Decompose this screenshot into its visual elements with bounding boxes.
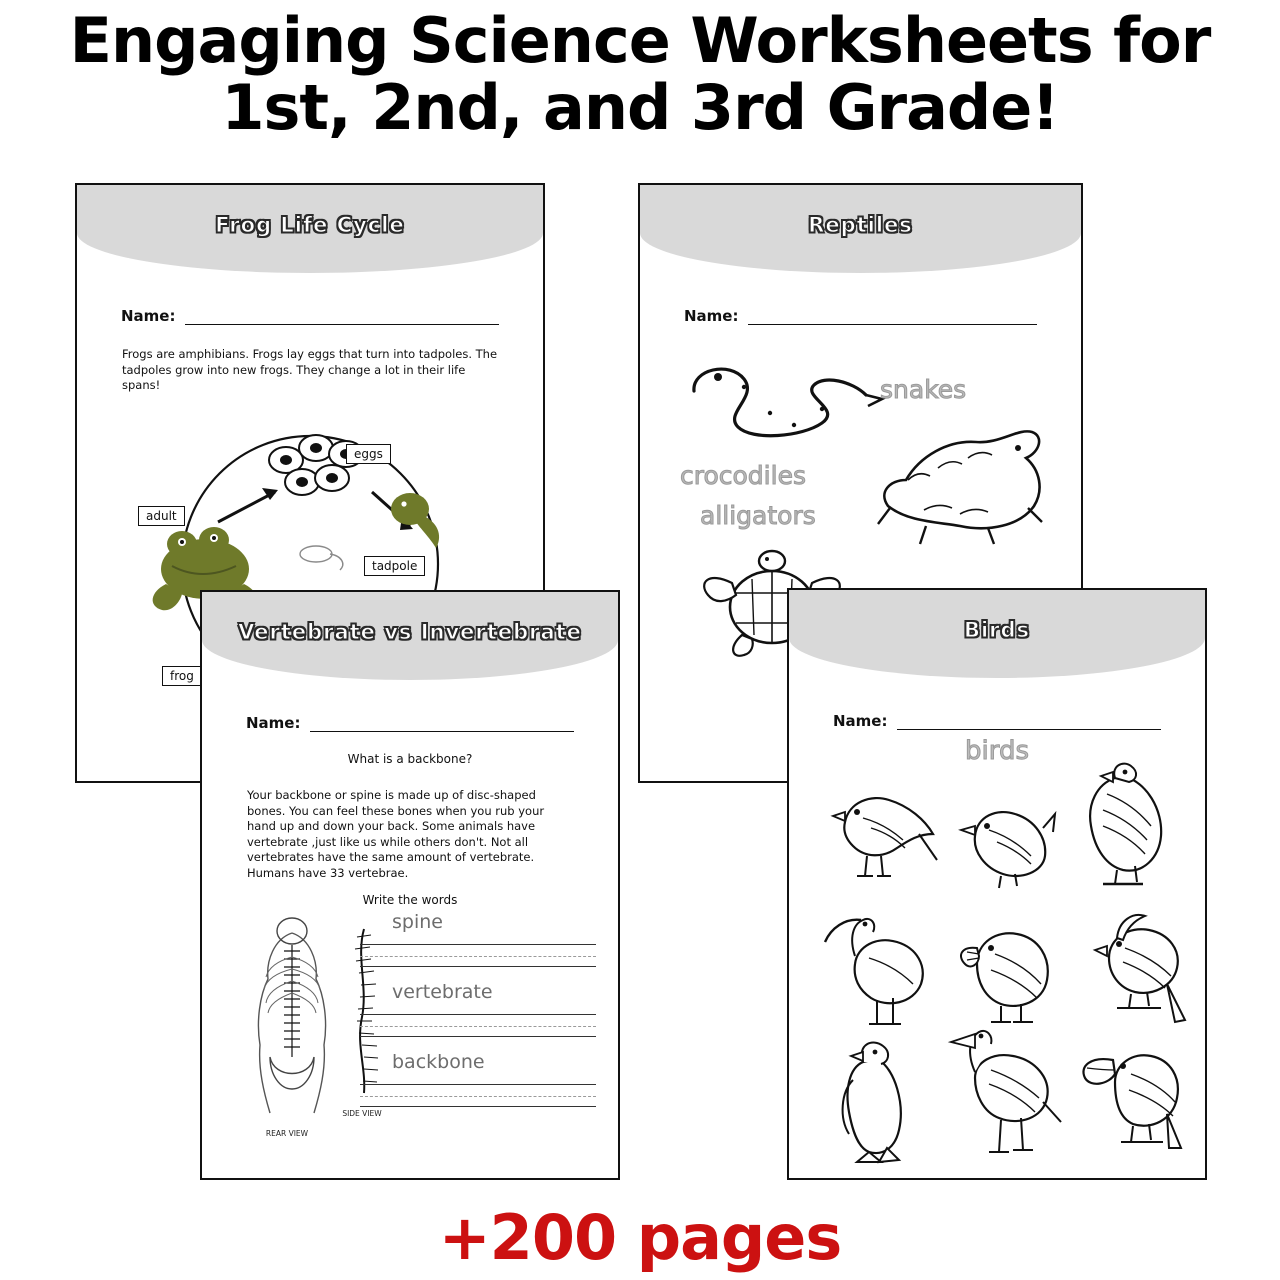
- trace-line-solid[interactable]: [360, 1027, 596, 1037]
- name-field-row[interactable]: [121, 307, 499, 325]
- trace-lines[interactable]: [352, 1005, 596, 1037]
- word-practice-item[interactable]: [352, 911, 596, 967]
- name-input-line[interactable]: [897, 715, 1161, 730]
- worksheet-banner: [77, 185, 543, 273]
- pages-count-note: +200 pages: [438, 1201, 842, 1274]
- birds-illustration-grid: [789, 736, 1205, 1136]
- trace-line-dashed[interactable]: [360, 945, 596, 957]
- trace-lines[interactable]: [352, 1075, 596, 1107]
- worksheet-card-vertebrate-vs-invertebrate[interactable]: [200, 590, 620, 1180]
- crocodile-art: [868, 414, 1058, 549]
- name-input-line[interactable]: [748, 310, 1037, 325]
- snake-art: [682, 351, 892, 446]
- figure-caption-side: SIDE VIEW: [342, 1109, 382, 1119]
- trace-line-solid[interactable]: [360, 1075, 596, 1085]
- name-field-row[interactable]: [684, 307, 1037, 325]
- word-practice-item[interactable]: [352, 981, 596, 1037]
- wren-art: [949, 794, 1059, 892]
- word-practice-item[interactable]: [352, 1051, 596, 1107]
- name-label: Name:: [121, 307, 176, 325]
- page-title-line-1: Engaging Science Worksheets for: [69, 4, 1211, 77]
- worksheet-card-birds[interactable]: [787, 588, 1207, 1180]
- trace-word-snakes: snakes: [880, 375, 967, 404]
- eagle-art: [1067, 760, 1183, 896]
- cardinal-art: [1075, 904, 1191, 1036]
- worksheet-banner: [202, 592, 618, 680]
- ibis-art: [815, 908, 935, 1034]
- diagram-tag-frog: frog: [162, 666, 202, 686]
- worksheet-title: Vertebrate vs Invertebrate: [238, 620, 582, 644]
- worksheet-paragraph: Frogs are amphibians. Frogs lay eggs that turn into tadpoles. The tadpoles grow into new frogs. They change a lot in their life spans!: [122, 347, 498, 393]
- toucan-art: [1071, 1030, 1191, 1166]
- page-title-line-2: 1st, 2nd, and 3rd Grade!: [221, 70, 1059, 144]
- trace-line-solid[interactable]: [360, 957, 596, 967]
- trace-word-alligators: alligators: [700, 501, 816, 530]
- stork-art: [939, 1022, 1069, 1170]
- word-practice-list[interactable]: [352, 911, 596, 1121]
- diagram-tag-eggs: eggs: [346, 444, 391, 464]
- sparrow-art: [823, 778, 943, 888]
- trace-line-solid[interactable]: [360, 1005, 596, 1015]
- figure-caption-rear: REAR VIEW: [265, 1129, 309, 1139]
- froglet-art: [300, 546, 343, 570]
- trace-line-solid[interactable]: [360, 1097, 596, 1107]
- trace-line-dashed[interactable]: [360, 1085, 596, 1097]
- worksheet-title: Birds: [963, 618, 1031, 642]
- worksheet-paragraph: Your backbone or spine is made up of disc-shaped bones. You can feel these bones when you rub your hand up and down your back. Some animals have vertebrate ,just like us while others don't. Not all vertebrates have the same amount of vertebrate. Humans have 33 vertebrae.: [247, 788, 545, 880]
- name-label: Name:: [246, 714, 301, 732]
- name-label: Name:: [833, 712, 888, 730]
- tadpole-art: [391, 493, 439, 548]
- diagram-tag-tadpole: tadpole: [364, 556, 425, 576]
- trace-word-spine: spine: [392, 911, 443, 934]
- worksheet-title: Reptiles: [808, 213, 913, 237]
- trace-word-vertebrate: vertebrate: [392, 981, 493, 1004]
- name-field-row[interactable]: [833, 712, 1161, 730]
- page-title: [0, 4, 1280, 144]
- worksheet-banner: [640, 185, 1081, 273]
- name-input-line[interactable]: [185, 310, 499, 325]
- worksheet-title: Frog Life Cycle: [215, 213, 405, 237]
- name-label: Name:: [684, 307, 739, 325]
- trace-line-solid[interactable]: [360, 935, 596, 945]
- trace-lines[interactable]: [352, 935, 596, 967]
- diagram-tag-adult: adult: [138, 506, 185, 526]
- worksheet-question: What is a backbone?: [347, 752, 473, 766]
- write-prompt: Write the words: [362, 893, 458, 908]
- name-field-row[interactable]: [246, 714, 574, 732]
- trace-word-backbone: backbone: [392, 1051, 485, 1074]
- name-input-line[interactable]: [310, 717, 574, 732]
- trace-word-birds: birds: [964, 736, 1029, 766]
- penguin-art: [823, 1036, 933, 1166]
- trace-line-dashed[interactable]: [360, 1015, 596, 1027]
- trace-word-crocodiles: crocodiles: [680, 461, 806, 490]
- puffin-art: [947, 912, 1063, 1030]
- worksheet-banner: [789, 590, 1205, 678]
